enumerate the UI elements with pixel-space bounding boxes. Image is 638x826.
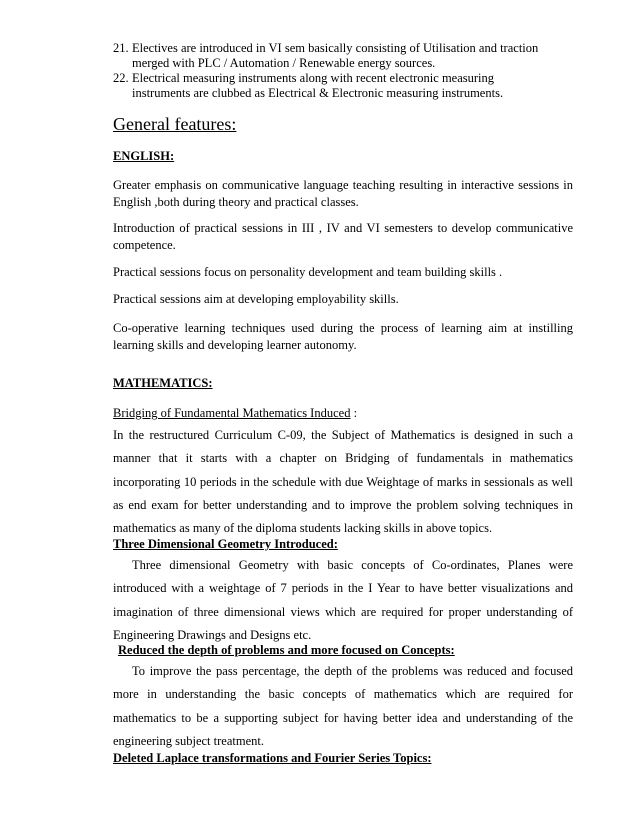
english-paragraph-3: Practical sessions focus on personality development and team building skills . [113, 265, 503, 279]
geometry-subheading: Three Dimensional Geometry Introduced: [113, 537, 338, 551]
geometry-paragraph: Three dimensional Geometry with basic concepts of Co-ordinates, Planes were introduced with a weightage of 7 periods in the I Year to have better visualizations and imagination of three dimensional views which are required for proper understanding of Engineering Drawings and Designs etc. [113, 558, 573, 642]
bridging-colon: : [350, 406, 358, 420]
mathematics-heading: MATHEMATICS: [113, 376, 213, 390]
list-item-text: Electives are introduced in VI sem basically consisting of Utilisation and traction merged with PLC / Automation / Renewable energy sources. [132, 41, 539, 70]
english-paragraph-2: Introduction of practical sessions in III , IV and VI semesters to develop communicative competence. [113, 221, 573, 252]
depth-paragraph: To improve the pass percentage, the depth of the problems was reduced and focused more in understanding the basic concepts of mathematics which are required for mathematics to be a supporting subject for having better idea and understanding of the engineering subject treatment. [113, 664, 573, 748]
general-features-heading: General features: [113, 114, 237, 134]
laplace-subheading: Deleted Laplace transformations and Fourier Series Topics: [113, 751, 432, 765]
english-heading: ENGLISH: [113, 149, 175, 163]
list-item-number: 21. [113, 41, 129, 55]
list-item-text: Electrical measuring instruments along with recent electronic measuring instruments are clubbed as Electrical & Electronic measuring instruments. [132, 71, 504, 100]
list-item [113, 41, 553, 71]
bridging-title: Bridging of Fundamental Mathematics Induced [113, 406, 351, 420]
depth-subheading: Reduced the depth of problems and more focused on Concepts: [118, 643, 455, 657]
bridging-paragraph: In the restructured Curriculum C-09, the Subject of Mathematics is designed in such a manner that it starts with a chapter on Bridging of fundamentals in mathematics incorporating 10 periods in the schedule with due Weightage of marks in sessionals as well as end exam for better understanding and to improve the problem solving techniques in mathematics as many of the diploma students lacking skills in above topics. [113, 428, 573, 536]
english-paragraph-5: Co-operative learning techniques used during the process of learning aim at instilling learning skills and developing learner autonomy. [113, 321, 573, 352]
english-paragraph-4: Practical sessions aim at developing employability skills. [113, 292, 399, 306]
list-item [113, 71, 553, 101]
list-item-number: 22. [113, 71, 129, 85]
english-paragraph-1: Greater emphasis on communicative language teaching resulting in interactive sessions in English ,both during theory and practical classes. [113, 178, 573, 209]
bridging-subheading [113, 406, 357, 421]
